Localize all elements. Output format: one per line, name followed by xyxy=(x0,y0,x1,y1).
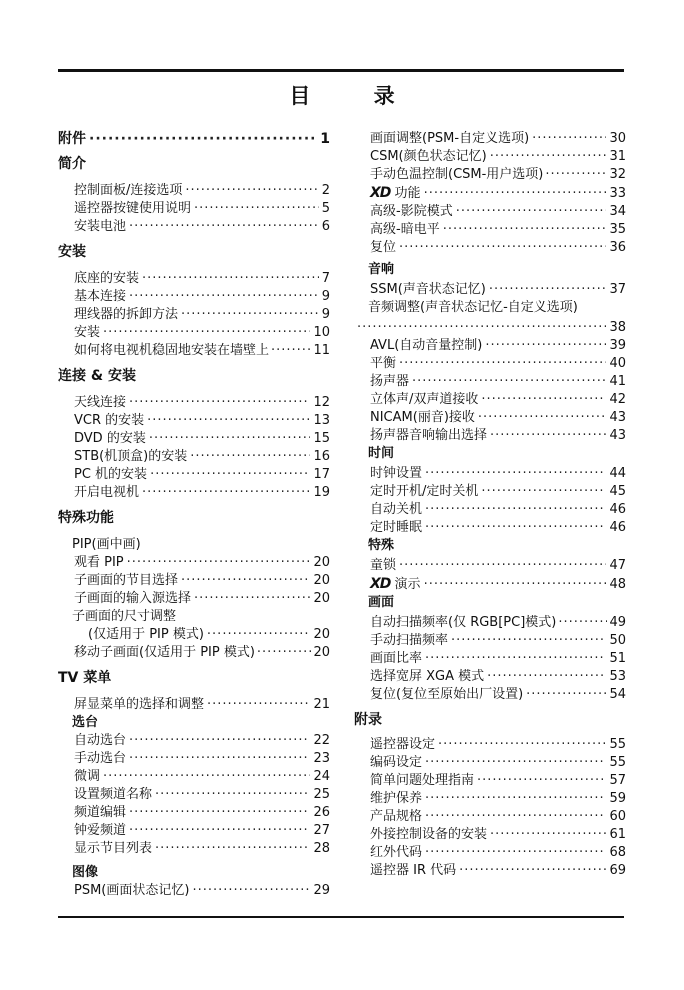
toc-page-number: 17 xyxy=(313,467,330,482)
toc-page-number: 69 xyxy=(609,863,626,878)
toc-entry-title: 安装 xyxy=(74,325,101,340)
toc-page-number: 60 xyxy=(609,809,626,824)
toc-entry[interactable] xyxy=(354,557,626,575)
toc-entry-title: STB(机顶盒)的安装 xyxy=(74,449,188,464)
toc-entry[interactable] xyxy=(58,130,330,148)
toc-page-number: 33 xyxy=(609,186,626,201)
toc-entry[interactable] xyxy=(354,373,626,391)
toc-page-number: 59 xyxy=(609,791,626,806)
toc-page-number: 46 xyxy=(609,502,626,517)
toc-entry[interactable] xyxy=(354,501,626,519)
toc-entry[interactable] xyxy=(58,412,330,430)
leader-dots xyxy=(129,394,310,412)
leader-dots xyxy=(478,409,607,427)
leader-dots xyxy=(129,288,319,306)
leader-dots xyxy=(424,185,607,203)
toc-entry[interactable] xyxy=(354,239,626,257)
toc-entry-title: 手动扫描频率 xyxy=(370,633,449,648)
toc-entry[interactable] xyxy=(58,324,330,342)
toc-page-number: 5 xyxy=(321,201,330,216)
toc-subheading: 画面 xyxy=(368,595,395,610)
toc-page-number: 20 xyxy=(313,591,330,606)
toc-entry-title: 频道编辑 xyxy=(74,805,127,820)
toc-entry[interactable] xyxy=(58,306,330,324)
toc-entry[interactable] xyxy=(354,166,626,184)
toc-page-number: 22 xyxy=(313,733,330,748)
leader-dots xyxy=(526,686,606,704)
top-rule xyxy=(58,69,624,72)
toc-page-number: 15 xyxy=(313,431,330,446)
toc-right-column xyxy=(354,130,626,880)
leader-dots xyxy=(443,221,607,239)
toc-entry[interactable] xyxy=(354,355,626,373)
leader-dots xyxy=(155,840,310,858)
toc-page-number: 50 xyxy=(609,633,626,648)
leader-dots xyxy=(425,790,606,808)
leader-dots xyxy=(399,355,606,373)
toc-entry-title: 理线器的拆卸方法 xyxy=(74,307,179,322)
toc-page-number: 55 xyxy=(609,755,626,770)
toc-entry-title: 立体声/双声道接收 xyxy=(370,392,479,407)
toc-entry[interactable] xyxy=(354,614,626,632)
toc-entry[interactable] xyxy=(354,862,626,880)
toc-page-number: 13 xyxy=(313,413,330,428)
toc-entry-title: SSM(声音状态记忆) xyxy=(370,282,486,297)
toc-entry[interactable] xyxy=(58,572,330,590)
toc-page-number: 41 xyxy=(609,374,626,389)
toc-entry-title: 时钟设置 xyxy=(370,466,423,481)
toc-subheading: 音响 xyxy=(368,262,395,277)
toc-entry[interactable] xyxy=(354,391,626,409)
toc-entry[interactable] xyxy=(58,394,330,412)
toc-page-number: 34 xyxy=(609,204,626,219)
xd-logo-icon: XD xyxy=(370,576,391,592)
toc-page-number: 51 xyxy=(609,651,626,666)
toc-page-number: 55 xyxy=(609,737,626,752)
toc-entry[interactable] xyxy=(58,882,330,900)
toc-page-number: 54 xyxy=(609,687,626,702)
toc-page-number: 31 xyxy=(609,149,626,164)
leader-dots xyxy=(257,644,312,662)
leader-dots xyxy=(425,650,606,668)
leader-dots xyxy=(207,696,310,714)
leader-dots xyxy=(425,465,606,483)
toc-entry-title: 高级-影院模式 xyxy=(370,204,453,219)
toc-page-number: 23 xyxy=(313,751,330,766)
leader-dots xyxy=(425,754,606,772)
leader-dots xyxy=(487,668,606,686)
toc-entry-title: 编码设定 xyxy=(370,755,423,770)
leader-dots xyxy=(149,430,311,448)
toc-entry-title: 基本连接 xyxy=(74,289,127,304)
toc-entry[interactable] xyxy=(354,337,626,355)
toc-page-number: 24 xyxy=(313,769,330,784)
xd-logo-icon: XD xyxy=(370,185,391,201)
toc-section-heading: 附录 xyxy=(354,712,382,728)
leader-dots xyxy=(142,484,310,502)
toc-entry[interactable] xyxy=(58,626,330,644)
toc-entry-title: DVD 的安装 xyxy=(74,431,146,446)
toc-entry-title: AVL(自动音量控制) xyxy=(370,338,483,353)
toc-entry[interactable] xyxy=(354,632,626,650)
toc-entry-title: 平衡 xyxy=(370,356,397,371)
toc-entry[interactable] xyxy=(354,203,626,221)
toc-entry-title: 底座的安装 xyxy=(74,271,140,286)
toc-entry[interactable] xyxy=(58,182,330,200)
leader-dots xyxy=(103,768,310,786)
toc-entry[interactable] xyxy=(354,575,626,594)
toc-page-number: 20 xyxy=(313,573,330,588)
toc-entry[interactable] xyxy=(354,519,626,537)
toc-entry-title: 画面比率 xyxy=(370,651,423,666)
toc-entry-title: 自动选台 xyxy=(74,733,127,748)
leader-dots xyxy=(425,519,606,537)
leader-dots xyxy=(147,412,310,430)
toc-entry-title: CSM(颜色状态记忆) xyxy=(370,149,487,164)
toc-entry[interactable] xyxy=(58,768,330,786)
toc-entry-title: VCR 的安装 xyxy=(74,413,145,428)
toc-entry-title: 微调 xyxy=(74,769,101,784)
toc-entry-title: 选择宽屏 XGA 模式 xyxy=(370,669,485,684)
toc-entry-title: NICAM(丽音)接收 xyxy=(370,410,475,425)
toc-entry[interactable] xyxy=(354,130,626,148)
toc-page-number: 61 xyxy=(609,827,626,842)
toc-entry-title: 观看 PIP xyxy=(74,555,124,570)
toc-page-number: 46 xyxy=(609,520,626,535)
toc-page-number: 35 xyxy=(609,222,626,237)
leader-dots xyxy=(459,862,606,880)
toc-entry-title: 遥控器设定 xyxy=(370,737,436,752)
leader-dots xyxy=(129,218,319,236)
leader-dots xyxy=(399,557,606,575)
toc-entry[interactable] xyxy=(58,696,330,714)
toc-entry-title: 设置频道名称 xyxy=(74,787,153,802)
toc-page-number: 20 xyxy=(313,645,330,660)
toc-entry-title: 安装电池 xyxy=(74,219,127,234)
leader-dots xyxy=(481,391,606,409)
leader-dots xyxy=(142,270,319,288)
toc-page-number: 27 xyxy=(313,823,330,838)
leader-dots xyxy=(194,200,319,218)
toc-entry[interactable] xyxy=(354,686,626,704)
toc-entry[interactable] xyxy=(58,840,330,858)
toc-page-number: 47 xyxy=(609,558,626,573)
leader-dots xyxy=(558,614,607,632)
toc-subheading: 特殊 xyxy=(368,538,395,553)
toc-entry-title: 子画面的节目选择 xyxy=(74,573,179,588)
toc-entry-title: 画面调整(PSM-自定义选项) xyxy=(370,131,530,146)
toc-entry-title: 屏显菜单的选择和调整 xyxy=(74,697,205,712)
toc-page-number: 43 xyxy=(609,410,626,425)
toc-entry-title: 维护保养 xyxy=(370,791,423,806)
toc-page-number: 21 xyxy=(313,697,330,712)
toc-entry[interactable] xyxy=(354,221,626,239)
toc-entry-title: 高级-暗电平 xyxy=(370,222,440,237)
toc-entry[interactable] xyxy=(58,822,330,840)
toc-page-number: 49 xyxy=(609,615,626,630)
toc-entry-title: 钟爱频道 xyxy=(74,823,127,838)
leader-dots xyxy=(194,590,310,608)
toc-entry-title: 产品规格 xyxy=(370,809,423,824)
toc-subheading: 图像 xyxy=(72,865,99,880)
toc-page-number: 25 xyxy=(313,787,330,802)
toc-entry-title: 定时开机/定时关机 xyxy=(370,484,479,499)
leader-dots xyxy=(545,166,607,184)
toc-entry[interactable] xyxy=(58,200,330,218)
toc-entry-title: 复位(复位至原始出厂设置) xyxy=(370,687,524,702)
leader-dots xyxy=(185,182,318,200)
toc-entry[interactable] xyxy=(58,218,330,236)
toc-entry-text: 子画面的尺寸调整 xyxy=(72,609,177,624)
leader-dots xyxy=(129,804,310,822)
toc-entry-title: 简单问题处理指南 xyxy=(370,773,475,788)
leader-dots xyxy=(490,148,607,166)
toc-page-number: 37 xyxy=(609,282,626,297)
leader-dots xyxy=(490,427,606,445)
toc-page-number: 68 xyxy=(609,845,626,860)
leader-dots xyxy=(190,448,310,466)
leader-dots xyxy=(490,826,606,844)
leader-dots xyxy=(451,632,606,650)
toc-entry[interactable] xyxy=(354,319,626,337)
leader-dots xyxy=(532,130,606,148)
leader-dots xyxy=(357,319,606,337)
toc-entry-title: 天线连接 xyxy=(74,395,127,410)
toc-entry[interactable] xyxy=(354,736,626,754)
toc-page-number: 57 xyxy=(609,773,626,788)
toc-page-number: 28 xyxy=(313,841,330,856)
leader-dots xyxy=(129,822,310,840)
toc-page-number: 38 xyxy=(609,320,626,335)
leader-dots xyxy=(207,626,311,644)
leader-dots xyxy=(412,373,606,391)
toc-section-heading: 安装 xyxy=(58,244,86,260)
toc-entry[interactable] xyxy=(58,590,330,608)
toc-entry[interactable] xyxy=(58,448,330,466)
toc-page-number: 32 xyxy=(609,167,626,182)
toc-entry[interactable] xyxy=(354,465,626,483)
toc-page-number: 40 xyxy=(609,356,626,371)
toc-entry[interactable] xyxy=(58,786,330,804)
toc-page-number: 53 xyxy=(609,669,626,684)
toc-entry[interactable] xyxy=(58,270,330,288)
leader-dots xyxy=(127,554,311,572)
toc-left-column xyxy=(58,130,330,900)
toc-entry[interactable] xyxy=(354,409,626,427)
toc-page-number: 20 xyxy=(313,555,330,570)
toc-entry-title: 控制面板/连接选项 xyxy=(74,183,183,198)
toc-entry-title: PC 机的安装 xyxy=(74,467,148,482)
leader-dots xyxy=(181,572,310,590)
toc-entry[interactable] xyxy=(354,148,626,166)
leader-dots xyxy=(425,844,606,862)
toc-section-heading: 简介 xyxy=(58,156,86,172)
toc-section-heading: TV 菜单 xyxy=(58,670,112,686)
toc-entry-title: XD 演示 xyxy=(370,576,421,592)
toc-page-number: 19 xyxy=(313,485,330,500)
toc-entry[interactable] xyxy=(354,826,626,844)
toc-entry-title: 扬声器音响输出选择 xyxy=(370,428,488,443)
toc-page-number: 45 xyxy=(609,484,626,499)
toc-entry[interactable] xyxy=(354,772,626,790)
toc-entry-title: 扬声器 xyxy=(370,374,410,389)
toc-entry[interactable] xyxy=(354,808,626,826)
leader-dots xyxy=(425,501,606,519)
toc-page-number: 36 xyxy=(609,240,626,255)
leader-dots xyxy=(399,239,606,257)
toc-entry-title: 复位 xyxy=(370,240,397,255)
toc-entry-title: 自动关机 xyxy=(370,502,423,517)
leader-dots xyxy=(425,808,606,826)
toc-page-number: 10 xyxy=(313,325,330,340)
leader-dots xyxy=(438,736,606,754)
toc-entry-title: 子画面的输入源选择 xyxy=(74,591,192,606)
toc-entry-title: 遥控器按键使用说明 xyxy=(74,201,192,216)
toc-entry[interactable] xyxy=(354,790,626,808)
toc-section-heading: 特殊功能 xyxy=(58,510,114,526)
toc-page-number: 48 xyxy=(609,577,626,592)
toc-entry-title: PSM(画面状态记忆) xyxy=(74,883,190,898)
toc-entry-title: 如何将电视机稳固地安装在墙壁上 xyxy=(74,343,270,358)
leader-dots xyxy=(181,306,319,324)
toc-entry-title: 手动色温控制(CSM-用户选项) xyxy=(370,167,544,182)
toc-page-number: 39 xyxy=(609,338,626,353)
toc-entry-title: 手动选台 xyxy=(74,751,127,766)
toc-entry-title: 定时睡眠 xyxy=(370,520,423,535)
toc-entry[interactable] xyxy=(58,732,330,750)
toc-entry-title: 童锁 xyxy=(370,558,397,573)
toc-entry[interactable] xyxy=(58,466,330,484)
leader-dots xyxy=(89,130,317,148)
toc-page-number: 9 xyxy=(321,307,330,322)
toc-entry[interactable] xyxy=(58,554,330,572)
page-title: 目 录 xyxy=(289,84,423,108)
toc-entry[interactable] xyxy=(58,430,330,448)
toc-entry[interactable] xyxy=(58,804,330,822)
toc-entry[interactable] xyxy=(354,844,626,862)
toc-entry-title: 自动扫描频率(仅 RGB[PC]模式) xyxy=(370,615,557,630)
toc-entry-title: 附件 xyxy=(58,131,86,147)
leader-dots xyxy=(271,342,311,360)
toc-page-number: 11 xyxy=(313,343,330,358)
toc-page-number: 43 xyxy=(609,428,626,443)
toc-page-number: 16 xyxy=(313,449,330,464)
leader-dots xyxy=(424,576,607,594)
toc-entry[interactable] xyxy=(354,668,626,686)
toc-page-number: 1 xyxy=(320,131,330,147)
toc-page-number: 44 xyxy=(609,466,626,481)
toc-entry[interactable] xyxy=(58,484,330,502)
toc-page-number: 9 xyxy=(321,289,330,304)
toc-entry[interactable] xyxy=(354,184,626,203)
toc-entry[interactable] xyxy=(354,427,626,445)
toc-page-number: 30 xyxy=(609,131,626,146)
toc-entry-text: PIP(画中画) xyxy=(72,537,141,552)
bottom-rule xyxy=(58,916,624,918)
leader-dots xyxy=(129,732,310,750)
leader-dots xyxy=(192,882,310,900)
toc-page-number: 7 xyxy=(321,271,330,286)
toc-page-number: 6 xyxy=(321,219,330,234)
leader-dots xyxy=(103,324,310,342)
leader-dots xyxy=(456,203,607,221)
toc-entry-title: 显示节目列表 xyxy=(74,841,153,856)
toc-page-number: 2 xyxy=(321,183,330,198)
toc-entry-title: 移动子画面(仅适用于 PIP 模式) xyxy=(74,645,255,660)
toc-page-number: 26 xyxy=(313,805,330,820)
toc-section-heading: 连接 & 安装 xyxy=(58,368,136,384)
leader-dots xyxy=(477,772,606,790)
leader-dots xyxy=(129,750,310,768)
toc-entry-title: (仅适用于 PIP 模式) xyxy=(88,627,204,642)
toc-entry-title: 遥控器 IR 代码 xyxy=(370,863,457,878)
toc-entry[interactable] xyxy=(354,650,626,668)
toc-entry[interactable] xyxy=(58,644,330,662)
toc-entry-title: XD 功能 xyxy=(370,185,421,201)
toc-entry[interactable] xyxy=(58,750,330,768)
toc-entry[interactable] xyxy=(58,288,330,306)
toc-entry-title: 开启电视机 xyxy=(74,485,140,500)
toc-entry[interactable] xyxy=(354,483,626,501)
toc-page-number: 12 xyxy=(313,395,330,410)
toc-page-number: 42 xyxy=(609,392,626,407)
leader-dots xyxy=(150,466,310,484)
toc-subheading: 选台 xyxy=(72,715,99,730)
leader-dots xyxy=(489,281,607,299)
toc-entry[interactable] xyxy=(354,754,626,772)
leader-dots xyxy=(485,337,606,355)
toc-entry-text: 音频调整(声音状态记忆-自定义选项) xyxy=(368,300,578,315)
toc-entry[interactable] xyxy=(354,281,626,299)
leader-dots xyxy=(481,483,606,501)
toc-subheading: 时间 xyxy=(368,446,395,461)
toc-page-number: 29 xyxy=(313,883,330,898)
leader-dots xyxy=(155,786,310,804)
toc-entry-title: 外接控制设备的安装 xyxy=(370,827,488,842)
toc-page-number: 20 xyxy=(313,627,330,642)
toc-entry-title: 红外代码 xyxy=(370,845,423,860)
toc-entry[interactable] xyxy=(58,342,330,360)
